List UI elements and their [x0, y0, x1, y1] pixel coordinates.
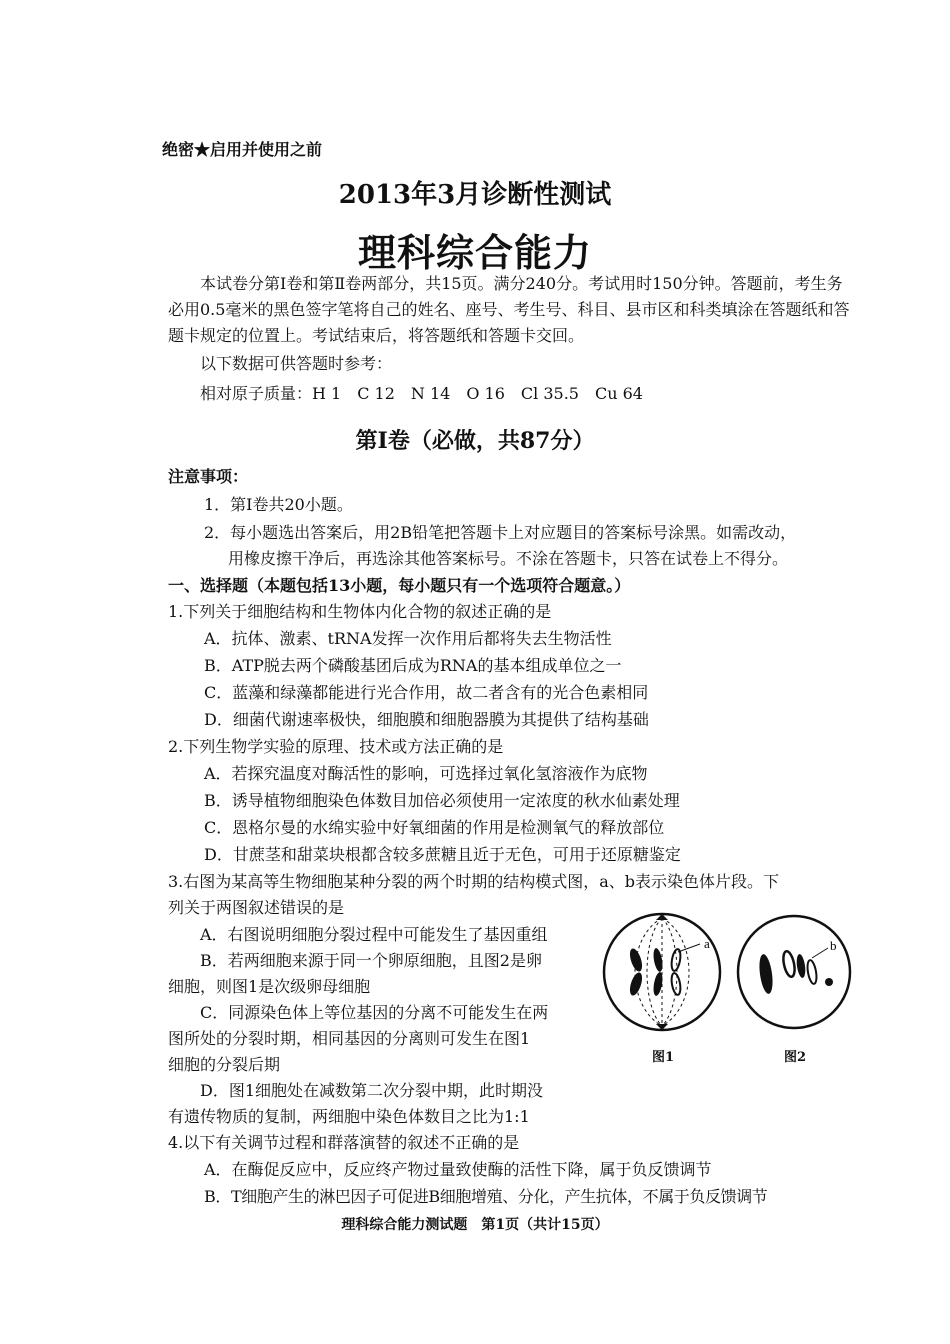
q3-stem-line-1: 3.右图为某高等生物细胞某种分裂的两个时期的结构模式图，a、b表示染色体片段。下: [168, 872, 780, 891]
figure2-label: 图2: [784, 1050, 807, 1065]
cell-division-diagram: [596, 908, 866, 1068]
figure1-label: 图1: [652, 1050, 675, 1065]
q2-stem: 2.下列生物学实验的原理、技术或方法正确的是: [168, 737, 504, 756]
notes-heading: 注意事项：: [168, 467, 249, 486]
q3-option-c-line-2: 图所处的分裂时期，相同基因的分离则可发生在图1: [168, 1029, 531, 1048]
q3-option-c-line-1: C．同源染色体上等位基因的分离不可能发生在两: [200, 1003, 549, 1022]
instructions-paragraph: 本试卷分第Ⅰ卷和第Ⅱ卷两部分，共15页。满分240分。考试用时150分钟。答题前，考生务必用0.5毫米的黑色签字笔将自己的姓名、座号、考生号、科目、县市区和科类填涂在答题纸和答题卡规定的位置上。考试结束后，将答题纸和答题卡交回。: [168, 274, 850, 345]
q3-option-b-line-2: 细胞，则图1是次级卵母细胞: [168, 977, 371, 996]
q2-option-b: B．诱导植物细胞染色体数目加倍必须使用一定浓度的秋水仙素处理: [204, 791, 680, 810]
q1-stem: 1.下列关于细胞结构和生物体内化合物的叙述正确的是: [168, 602, 552, 621]
label-a: a: [704, 936, 710, 951]
section-title: 第Ⅰ卷（必做，共87分）: [355, 428, 595, 454]
secret-label: 绝密★启用并使用之前: [162, 140, 323, 159]
q3-option-d-line-1: D．图1细胞处在减数第二次分裂中期，此时期没: [200, 1081, 544, 1100]
note-item-2-line-2: 用橡皮擦干净后，再选涂其他答案标号。不涂在答题卡，只答在试卷上不得分。: [228, 549, 789, 568]
q1-option-b: B．ATP脱去两个磷酸基团后成为RNA的基本组成单位之一: [204, 656, 622, 675]
page-footer: 理科综合能力测试题 第1页（共计15页）: [341, 1217, 609, 1233]
note-item-2-line-1: 2．每小题选出答案后，用2B铅笔把答题卡上对应题目的答案标号涂黑。如需改动，: [204, 523, 797, 542]
q4-stem: 4.以下有关调节过程和群落演替的叙述不正确的是: [168, 1133, 520, 1152]
q3-option-d-line-2: 有遗传物质的复制，两细胞中染色体数目之比为1:1: [168, 1107, 530, 1126]
figure1-cell: [604, 914, 720, 1030]
q2-option-a: A．若探究温度对酶活性的影响，可选择过氧化氢溶液作为底物: [204, 764, 648, 783]
q1-option-a: A．抗体、激素、tRNA发挥一次作用后都将失去生物活性: [204, 629, 612, 648]
subject-title: 理科综合能力: [357, 230, 592, 275]
q1-option-c: C．蓝藻和绿藻都能进行光合作用，故二者含有的光合色素相同: [204, 683, 649, 702]
q2-option-d: D．甘蔗茎和甜菜块根都含较多蔗糖且近于无色，可用于还原糖鉴定: [204, 845, 681, 864]
note-item-1: 1．第Ⅰ卷共20小题。: [204, 495, 353, 514]
q3-option-b-line-1: B．若两细胞来源于同一个卵原细胞，且图2是卵: [200, 951, 542, 970]
q4-option-a: A．在酶促反应中，反应终产物过量致使酶的活性下降，属于负反馈调节: [204, 1160, 712, 1179]
part1-heading: 一、选择题（本题包括13小题，每小题只有一个选项符合题意。）: [168, 576, 631, 595]
q3-option-a: A．右图说明细胞分裂过程中可能发生了基因重组: [200, 925, 548, 944]
q3-stem-line-2: 列关于两图叙述错误的是: [168, 898, 345, 917]
q2-option-c: C．恩格尔曼的水绵实验中好氧细菌的作用是检测氧气的释放部位: [204, 818, 665, 837]
cell-division-figures: [596, 908, 866, 1068]
q4-option-b: B．T细胞产生的淋巴因子可促进B细胞增殖、分化，产生抗体，不属于负反馈调节: [204, 1187, 768, 1206]
q1-option-d: D．细菌代谢速率极快，细胞膜和细胞器膜为其提供了结构基础: [204, 710, 649, 729]
reference-line: 以下数据可供答题时参考：: [200, 354, 393, 373]
q3-option-c-line-3: 细胞的分裂后期: [168, 1055, 281, 1074]
exam-name: 2013年3月诊断性测试: [338, 180, 612, 210]
label-b: b: [830, 938, 837, 953]
atomic-masses: 相对原子质量：H 1 C 12 N 14 O 16 Cl 35.5 Cu 64: [200, 384, 643, 403]
figure2-cell: [738, 916, 850, 1028]
